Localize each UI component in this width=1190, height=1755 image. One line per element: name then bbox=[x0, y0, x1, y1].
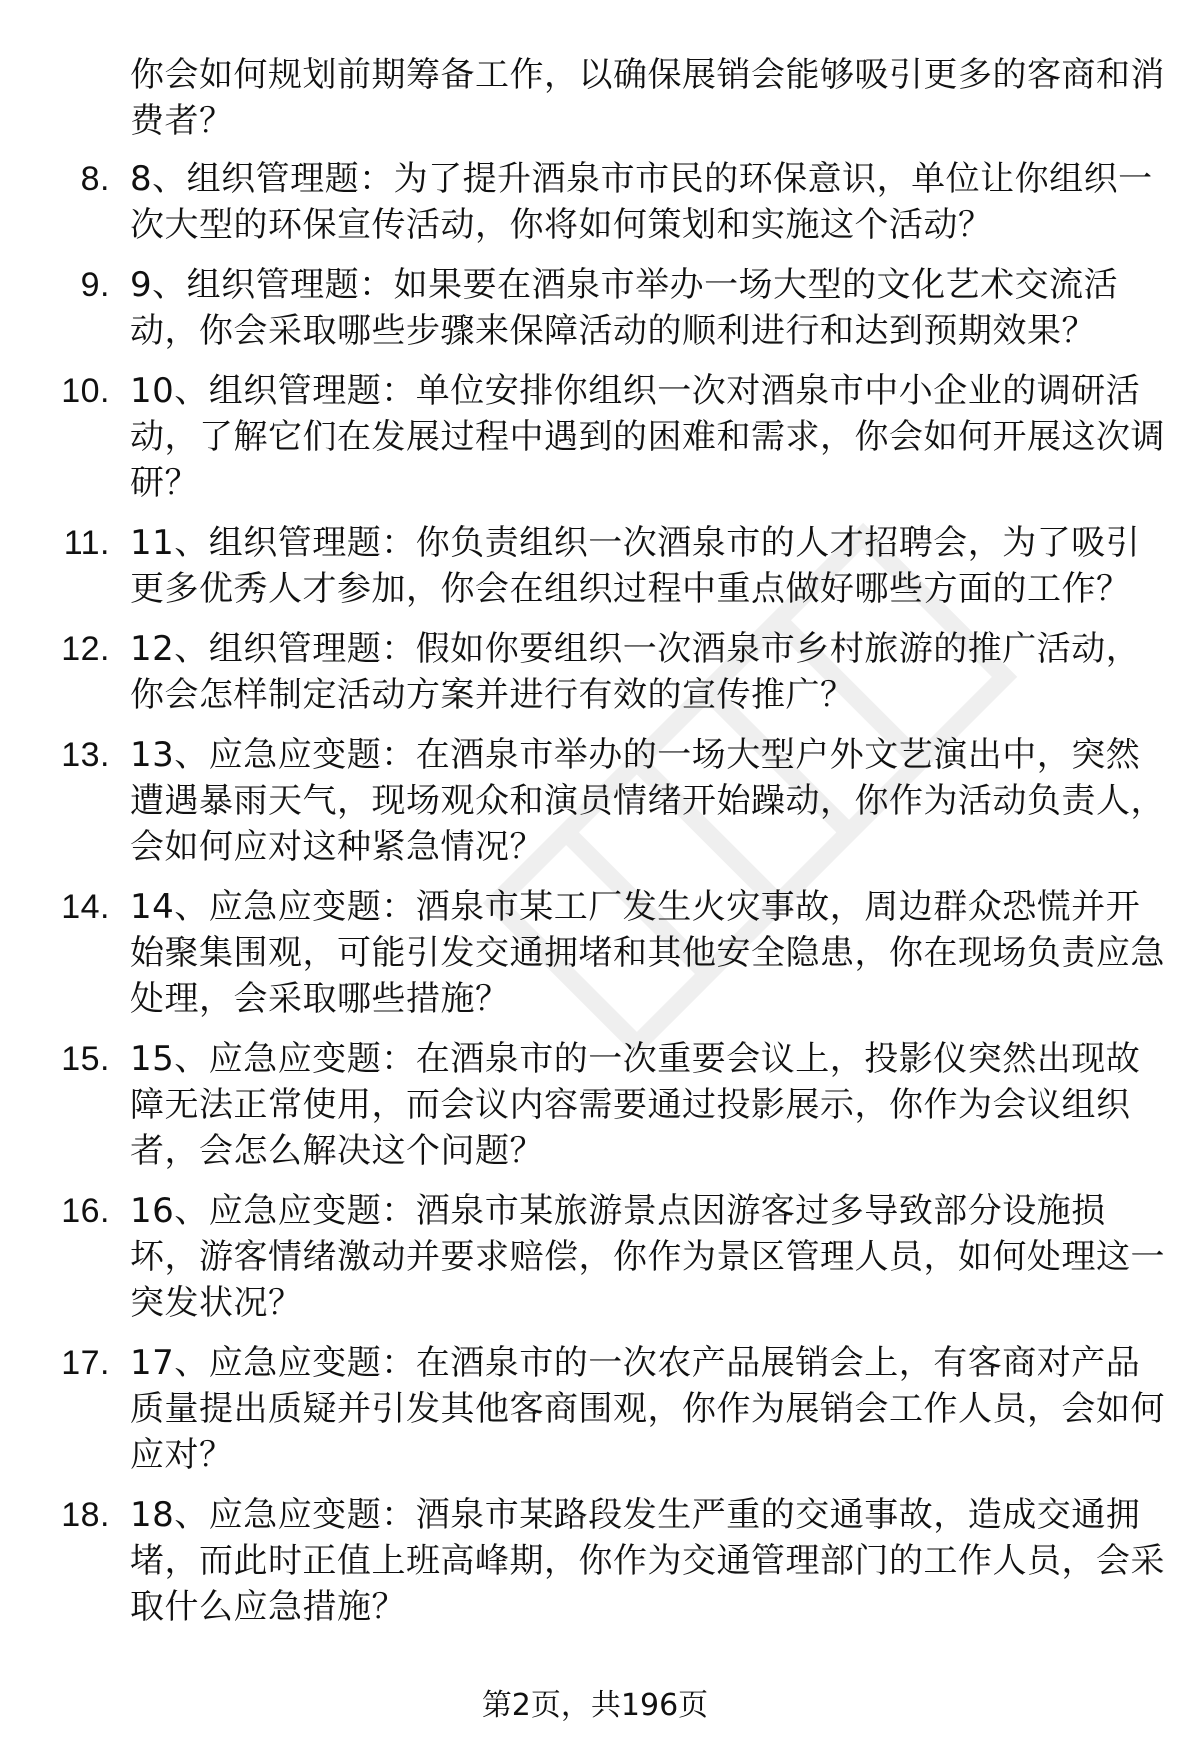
list-item bbox=[0, 520, 1170, 612]
question-number: 10. bbox=[61, 372, 110, 410]
list-item bbox=[0, 1340, 1170, 1478]
question-number: 13. bbox=[61, 736, 110, 774]
question-number: 11. bbox=[63, 524, 110, 562]
question-text: 12、组织管理题：假如你要组织一次酒泉市乡村旅游的推广活动，你会怎样制定活动方案并进行有效的宣传推广？ bbox=[130, 629, 1141, 715]
question-number: 12. bbox=[61, 630, 110, 668]
question-number: 9. bbox=[80, 266, 110, 304]
question-text: 16、应急应变题：酒泉市某旅游景点因游客过多导致部分设施损坏，游客情绪激动并要求赔偿，你作为景区管理人员，如何处理这一突发状况？ bbox=[130, 1191, 1165, 1323]
list-item bbox=[0, 884, 1170, 1022]
question-text: 11、组织管理题：你负责组织一次酒泉市的人才招聘会，为了吸引更多优秀人才参加，你会在组织过程中重点做好哪些方面的工作？ bbox=[130, 523, 1141, 609]
intro-paragraph: 你会如何规划前期筹备工作，以确保展销会能够吸引更多的客商和消费者？ bbox=[130, 55, 1165, 141]
list-item bbox=[0, 262, 1170, 354]
page-footer: 第2页，共196页 bbox=[481, 1688, 709, 1723]
question-text: 14、应急应变题：酒泉市某工厂发生火灾事故，周边群众恐慌并开始聚集围观，可能引发交通拥堵和其他安全隐患，你在现场负责应急处理，会采取哪些措施？ bbox=[130, 887, 1165, 1019]
question-number: 17. bbox=[61, 1344, 110, 1382]
question-text: 18、应急应变题：酒泉市某路段发生严重的交通事故，造成交通拥堵，而此时正值上班高峰期，你作为交通管理部门的工作人员，会采取什么应急措施？ bbox=[130, 1495, 1165, 1627]
list-item bbox=[0, 732, 1170, 870]
list-item bbox=[0, 1492, 1170, 1630]
question-text: 10、组织管理题：单位安排你组织一次对酒泉市中小企业的调研活动，了解它们在发展过程中遇到的困难和需求，你会如何开展这次调研？ bbox=[130, 371, 1165, 503]
question-number: 8. bbox=[80, 160, 110, 198]
list-item bbox=[0, 156, 1170, 248]
question-number: 18. bbox=[61, 1496, 110, 1534]
question-number: 14. bbox=[61, 888, 110, 926]
question-text: 15、应急应变题：在酒泉市的一次重要会议上，投影仪突然出现故障无法正常使用，而会议内容需要通过投影展示，你作为会议组织者，会怎么解决这个问题？ bbox=[130, 1039, 1141, 1171]
question-text: 8、组织管理题：为了提升酒泉市市民的环保意识，单位让你组织一次大型的环保宣传活动，你将如何策划和实施这个活动？ bbox=[130, 159, 1153, 245]
question-number: 15. bbox=[61, 1040, 110, 1078]
list-item bbox=[0, 626, 1170, 718]
question-text: 13、应急应变题：在酒泉市举办的一场大型户外文艺演出中，突然遭遇暴雨天气，现场观众和演员情绪开始躁动，你作为活动负责人，会如何应对这种紧急情况？ bbox=[130, 735, 1165, 867]
list-item bbox=[0, 1036, 1170, 1174]
question-list bbox=[0, 156, 1190, 1644]
list-item bbox=[0, 368, 1170, 506]
question-number: 16. bbox=[61, 1192, 110, 1230]
question-text: 17、应急应变题：在酒泉市的一次农产品展销会上，有客商对产品质量提出质疑并引发其他客商围观，你作为展销会工作人员，会如何应对？ bbox=[130, 1343, 1165, 1475]
question-text: 9、组织管理题：如果要在酒泉市举办一场大型的文化艺术交流活动，你会采取哪些步骤来保障活动的顺利进行和达到预期效果？ bbox=[130, 265, 1119, 351]
list-item bbox=[0, 1188, 1170, 1326]
